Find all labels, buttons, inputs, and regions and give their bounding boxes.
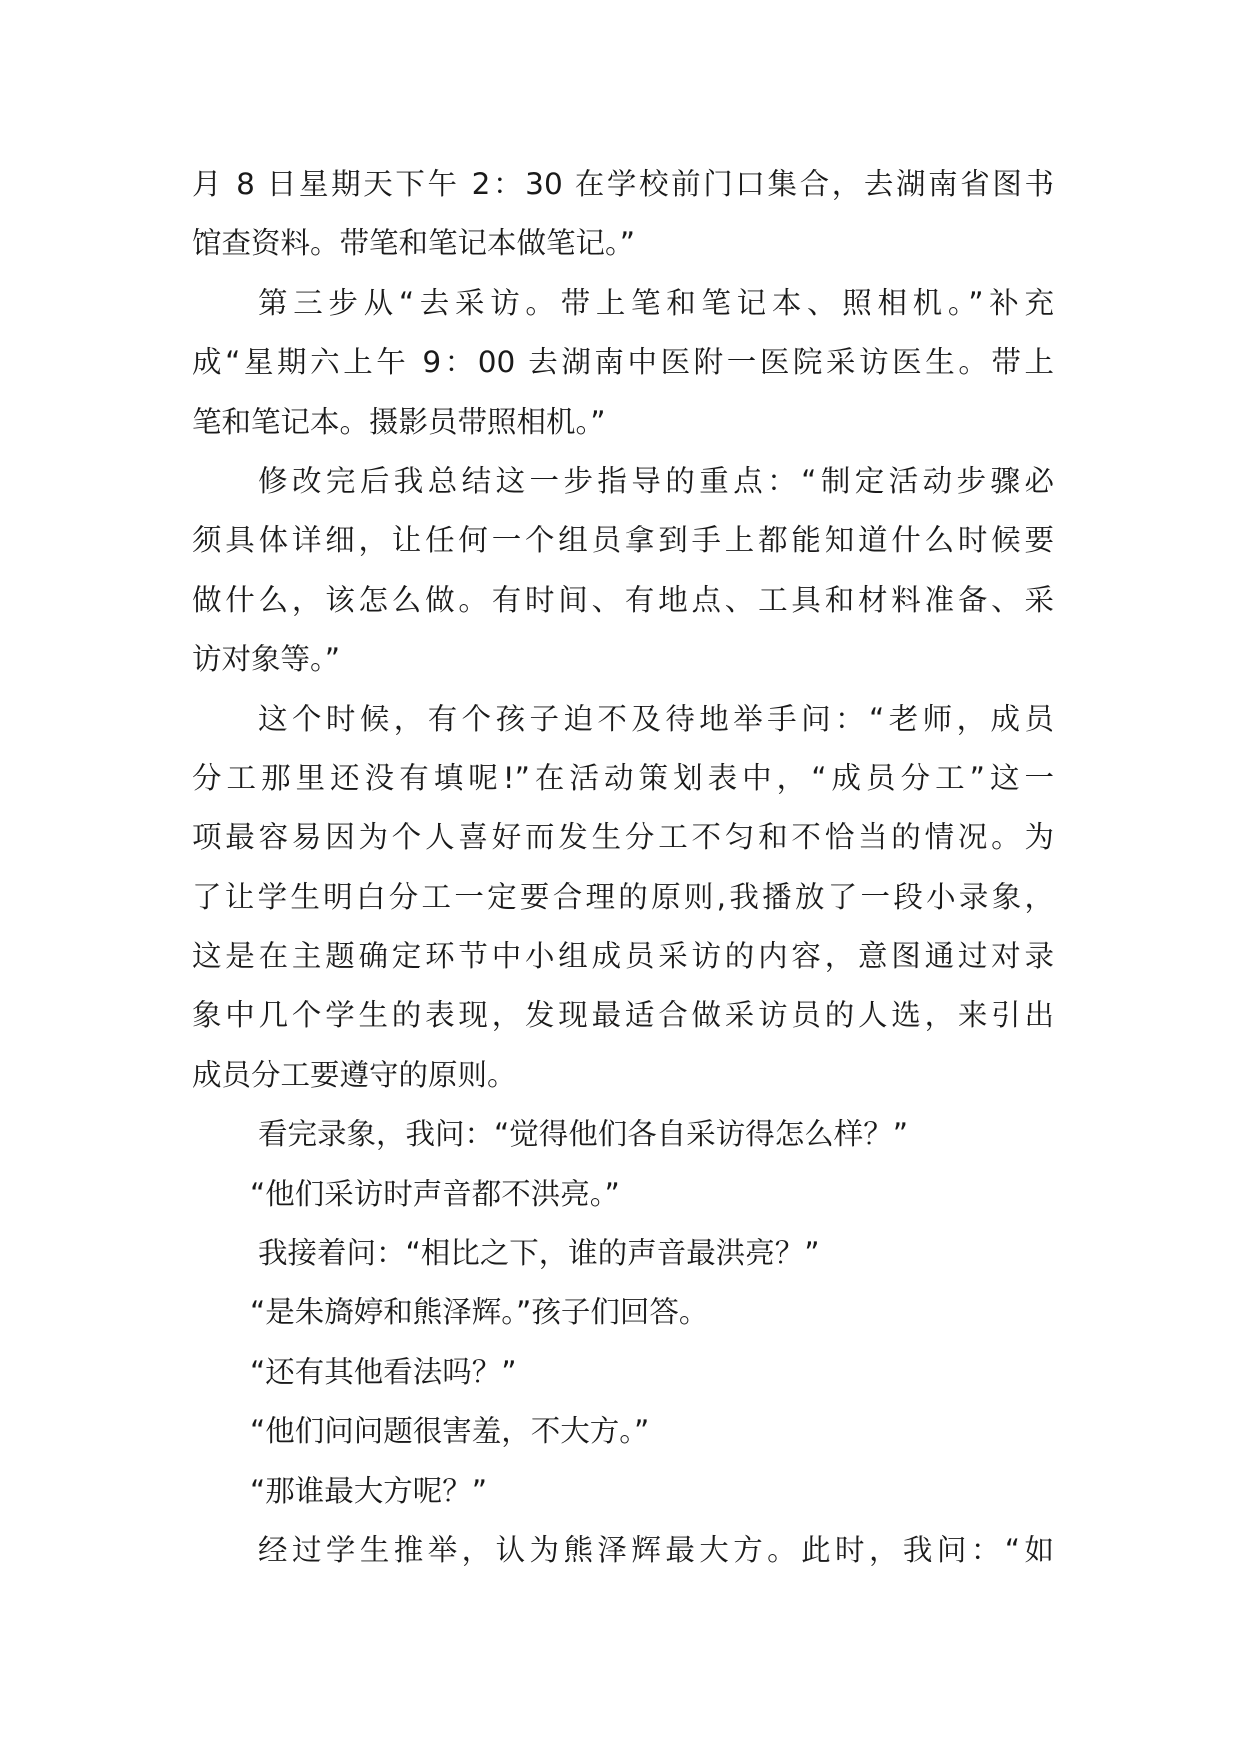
text-line: “那谁最大方呢？” — [250, 1473, 488, 1508]
text-line: 看完录象，我问：“觉得他们各自采访得怎么样？” — [258, 1117, 909, 1152]
text-line: “还有其他看法吗？” — [250, 1354, 517, 1389]
text-line: 第三步从“去采访。带上笔和笔记本、照相机。”补充 — [258, 285, 1054, 320]
body-text — [192, 155, 1054, 1580]
text-line: 馆查资料。带笔和笔记本做笔记。” — [192, 226, 636, 261]
text-line: 成“星期六上午 9：00 去湖南中医附一医院采访医生。带上 — [192, 345, 1054, 380]
text-line: 分工那里还没有填呢!”在活动策划表中，“成员分工”这一 — [192, 760, 1054, 795]
text-line: 了让学生明白分工一定要合理的原则,我播放了一段小录象， — [192, 879, 1054, 914]
text-line: “是朱旖婷和熊泽辉。”孩子们回答。 — [250, 1295, 709, 1330]
text-line: 访对象等。” — [192, 642, 341, 677]
text-line: 成员分工要遵守的原则。 — [192, 1057, 517, 1092]
text-line: 笔和笔记本。摄影员带照相机。” — [192, 404, 606, 439]
text-line: “他们采访时声音都不洪亮。” — [250, 1176, 620, 1211]
text-line: 这是在主题确定环节中小组成员采访的内容，意图通过对录 — [192, 939, 1054, 974]
text-line: 我接着问：“相比之下，谁的声音最洪亮？” — [258, 1236, 820, 1271]
text-line: 月 8 日星期天下午 2：30 在学校前门口集合，去湖南省图书 — [192, 167, 1054, 201]
text-line: 经过学生推举，认为熊泽辉最大方。此时，我问：“如 — [258, 1532, 1054, 1567]
text-line: 项最容易因为个人喜好而发生分工不匀和不恰当的情况。为 — [192, 820, 1054, 855]
text-line: 这个时候，有个孩子迫不及待地举手问：“老师，成员 — [258, 701, 1054, 736]
text-line: 象中几个学生的表现，发现最适合做采访员的人选，来引出 — [192, 998, 1054, 1033]
text-line: 做什么，该怎么做。有时间、有地点、工具和材料准备、采 — [192, 582, 1054, 617]
text-line: 修改完后我总结这一步指导的重点：“制定活动步骤必 — [258, 463, 1054, 498]
text-line: 须具体详细，让任何一个组员拿到手上都能知道什么时候要 — [192, 523, 1054, 558]
text-line: “他们问问题很害羞，不大方。” — [250, 1414, 650, 1449]
